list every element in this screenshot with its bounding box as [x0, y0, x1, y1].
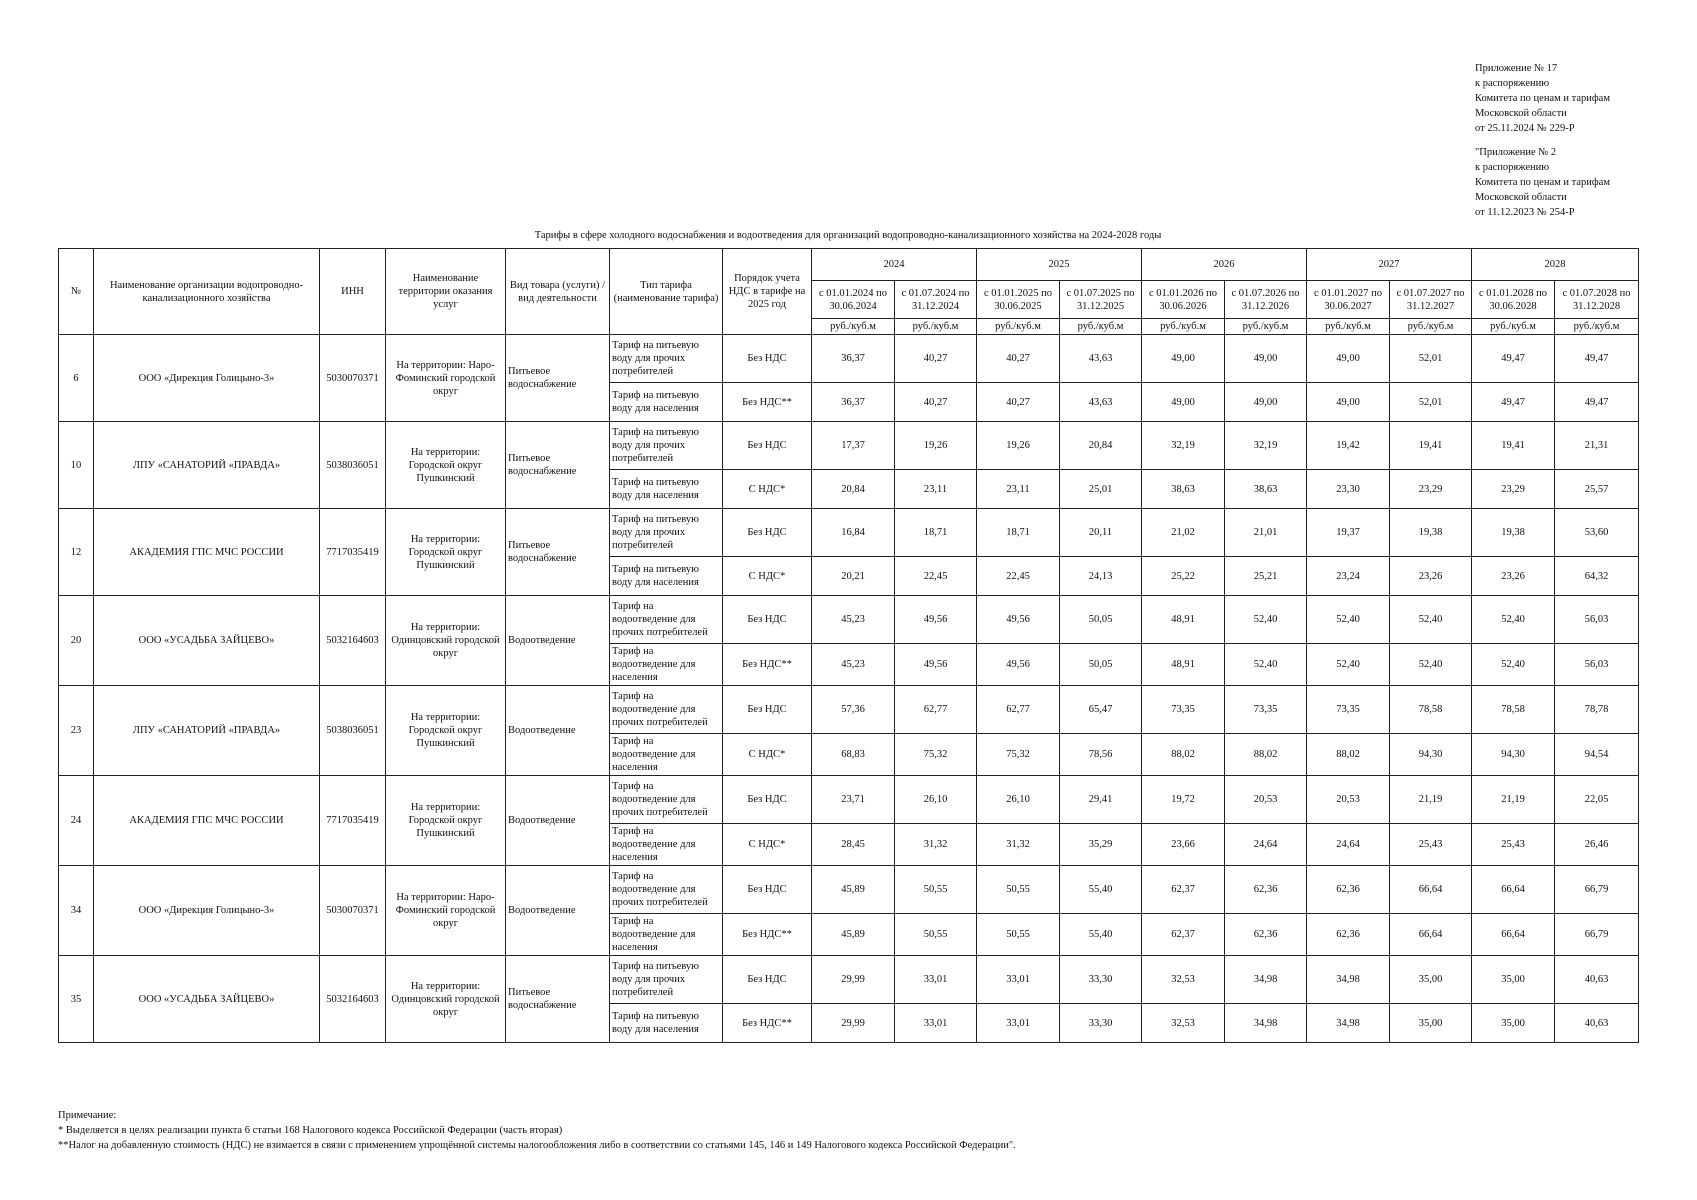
tariff-type: Тариф на питьевую воду для прочих потребителей: [610, 335, 723, 383]
inn: 5032164603: [320, 956, 386, 1043]
tariff-value: 88,02: [1307, 734, 1390, 776]
tariff-value: 25,43: [1390, 824, 1472, 866]
tariff-value: 56,03: [1555, 644, 1639, 686]
tariff-value: 62,37: [1142, 914, 1225, 956]
tariff-value: 49,00: [1225, 335, 1307, 383]
tariff-value: 20,84: [812, 470, 895, 509]
unit-header: руб./куб.м: [1472, 319, 1555, 335]
tariff-value: 78,58: [1390, 686, 1472, 734]
tariff-value: 23,29: [1472, 470, 1555, 509]
tariff-value: 20,84: [1060, 422, 1142, 470]
activity: Водоотведение: [506, 866, 610, 956]
period-header: с 01.01.2025 по 30.06.2025: [977, 281, 1060, 319]
period-header: с 01.07.2026 по 31.12.2026: [1225, 281, 1307, 319]
tariff-value: 88,02: [1142, 734, 1225, 776]
tariff-type: Тариф на водоотведение для населения: [610, 734, 723, 776]
tariff-value: 68,83: [812, 734, 895, 776]
territory: На территории: Одинцовский городской округ: [386, 956, 506, 1043]
tariff-value: 32,19: [1142, 422, 1225, 470]
tariff-value: 62,77: [977, 686, 1060, 734]
tariff-value: 49,47: [1555, 383, 1639, 422]
tariff-value: 78,58: [1472, 686, 1555, 734]
tariff-type: Тариф на питьевую воду для населения: [610, 1004, 723, 1043]
tariff-value: 23,11: [895, 470, 977, 509]
tariff-value: 19,37: [1307, 509, 1390, 557]
unit-header: руб./куб.м: [812, 319, 895, 335]
tariff-value: 19,26: [977, 422, 1060, 470]
tariff-value: 50,55: [895, 866, 977, 914]
appendix-line: к распоряжению: [1475, 78, 1550, 89]
tariff-value: 52,40: [1225, 644, 1307, 686]
table-row: [59, 596, 1639, 644]
year-header: 2026: [1142, 249, 1307, 281]
tariff-value: 29,99: [812, 956, 895, 1004]
footnote-label: Примечание:: [58, 1110, 117, 1121]
tariff-value: 65,47: [1060, 686, 1142, 734]
period-header: с 01.01.2027 по 30.06.2027: [1307, 281, 1390, 319]
col-header-org: Наименование организации водопроводно-канализационного хозяйства: [94, 249, 320, 335]
tariff-value: 75,32: [895, 734, 977, 776]
row-number: 23: [59, 686, 94, 776]
row-number: 20: [59, 596, 94, 686]
unit-header: руб./куб.м: [895, 319, 977, 335]
tariff-value: 50,05: [1060, 596, 1142, 644]
tariff-value: 66,64: [1390, 866, 1472, 914]
tariff-value: 45,23: [812, 596, 895, 644]
tariff-type: Тариф на водоотведение для прочих потребителей: [610, 866, 723, 914]
year-header: 2028: [1472, 249, 1639, 281]
tariff-value: 75,32: [977, 734, 1060, 776]
tariff-value: 33,01: [977, 956, 1060, 1004]
tariff-type: Тариф на водоотведение для населения: [610, 644, 723, 686]
inn: 5038036051: [320, 686, 386, 776]
tariff-value: 21,31: [1555, 422, 1639, 470]
tariff-value: 31,32: [977, 824, 1060, 866]
activity: Питьевое водоснабжение: [506, 422, 610, 509]
tariff-value: 25,01: [1060, 470, 1142, 509]
tariff-value: 23,30: [1307, 470, 1390, 509]
tariff-value: 35,00: [1390, 1004, 1472, 1043]
unit-header: руб./куб.м: [977, 319, 1060, 335]
org-name: АКАДЕМИЯ ГПС МЧС РОССИИ: [94, 509, 320, 596]
territory: На территории: Городской округ Пушкинский: [386, 776, 506, 866]
appendix-line: Комитета по ценам и тарифам: [1475, 177, 1610, 188]
tariff-value: 23,71: [812, 776, 895, 824]
tariff-value: 19,38: [1472, 509, 1555, 557]
org-name: ООО «УСАДЬБА ЗАЙЦЕВО»: [94, 596, 320, 686]
appendix-line: от 11.12.2023 № 254-Р: [1475, 207, 1575, 218]
tariff-value: 66,64: [1472, 914, 1555, 956]
territory: На территории: Наро-Фоминский городской округ: [386, 866, 506, 956]
col-header-vat: Порядок учета НДС в тарифе на 2025 год: [723, 249, 812, 335]
tariff-value: 25,43: [1472, 824, 1555, 866]
tariff-value: 34,98: [1307, 956, 1390, 1004]
period-header: с 01.01.2026 по 30.06.2026: [1142, 281, 1225, 319]
activity: Питьевое водоснабжение: [506, 335, 610, 422]
inn: 7717035419: [320, 776, 386, 866]
row-number: 24: [59, 776, 94, 866]
vat-mode: Без НДС: [723, 335, 812, 383]
territory: На территории: Городской округ Пушкинский: [386, 422, 506, 509]
tariff-value: 55,40: [1060, 866, 1142, 914]
tariff-value: 32,19: [1225, 422, 1307, 470]
appendix-line: Приложение № 17: [1475, 63, 1558, 74]
tariff-type: Тариф на питьевую воду для населения: [610, 383, 723, 422]
tariff-value: 29,41: [1060, 776, 1142, 824]
tariff-value: 62,37: [1142, 866, 1225, 914]
tariff-value: 49,56: [895, 644, 977, 686]
tariff-value: 48,91: [1142, 644, 1225, 686]
tariff-value: 29,99: [812, 1004, 895, 1043]
vat-mode: Без НДС: [723, 866, 812, 914]
tariff-value: 23,29: [1390, 470, 1472, 509]
tariff-value: 34,98: [1307, 1004, 1390, 1043]
table-row: [59, 776, 1639, 824]
tariff-value: 52,40: [1390, 596, 1472, 644]
footnote-2: **Налог на добавленную стоимость (НДС) не взимается в связи с применением упрощённой системы налогообложения либо в соответствии со статьями 145, 146 и 149 Налогового кодекса Российской Федерации".: [58, 1140, 1016, 1151]
tariff-value: 23,66: [1142, 824, 1225, 866]
table-row: [59, 335, 1639, 383]
tariff-value: 34,98: [1225, 1004, 1307, 1043]
unit-header: руб./куб.м: [1307, 319, 1390, 335]
unit-header: руб./куб.м: [1390, 319, 1472, 335]
tariff-type: Тариф на водоотведение для населения: [610, 914, 723, 956]
period-header: с 01.07.2027 по 31.12.2027: [1390, 281, 1472, 319]
tariff-value: 22,45: [977, 557, 1060, 596]
period-header: с 01.07.2028 по 31.12.2028: [1555, 281, 1639, 319]
table-body: [59, 335, 1639, 1043]
period-header: с 01.07.2024 по 31.12.2024: [895, 281, 977, 319]
tariff-value: 40,27: [977, 335, 1060, 383]
tariff-value: 20,21: [812, 557, 895, 596]
tariffs-table: [58, 248, 1639, 1043]
tariff-value: 21,01: [1225, 509, 1307, 557]
activity: Водоотведение: [506, 686, 610, 776]
col-header-activity: Вид товара (услуги) /вид деятельности: [506, 249, 610, 335]
tariff-value: 28,45: [812, 824, 895, 866]
org-name: ООО «Дирекция Голицыно-3»: [94, 866, 320, 956]
table-row: [59, 509, 1639, 557]
tariff-value: 48,91: [1142, 596, 1225, 644]
tariff-value: 20,53: [1225, 776, 1307, 824]
col-header-inn: ИНН: [320, 249, 386, 335]
unit-header: руб./куб.м: [1225, 319, 1307, 335]
tariff-type: Тариф на питьевую воду для прочих потребителей: [610, 422, 723, 470]
vat-mode: Без НДС: [723, 776, 812, 824]
inn: 5032164603: [320, 596, 386, 686]
org-name: ЛПУ «САНАТОРИЙ «ПРАВДА»: [94, 686, 320, 776]
period-header: с 01.01.2028 по 30.06.2028: [1472, 281, 1555, 319]
tariff-value: 52,01: [1390, 335, 1472, 383]
tariff-value: 34,98: [1225, 956, 1307, 1004]
unit-header: руб./куб.м: [1060, 319, 1142, 335]
row-number: 34: [59, 866, 94, 956]
tariff-value: 52,40: [1390, 644, 1472, 686]
tariff-value: 62,77: [895, 686, 977, 734]
tariff-value: 43,63: [1060, 335, 1142, 383]
tariff-value: 94,54: [1555, 734, 1639, 776]
appendix-block-2: [1475, 145, 1690, 220]
territory: На территории: Городской округ Пушкинский: [386, 509, 506, 596]
period-header: с 01.01.2024 по 30.06.2024: [812, 281, 895, 319]
tariff-value: 45,89: [812, 866, 895, 914]
year-header: 2024: [812, 249, 977, 281]
tariff-value: 94,30: [1390, 734, 1472, 776]
tariff-value: 38,63: [1142, 470, 1225, 509]
tariff-value: 23,11: [977, 470, 1060, 509]
org-name: ЛПУ «САНАТОРИЙ «ПРАВДА»: [94, 422, 320, 509]
col-header-territory: Наименование территории оказания услуг: [386, 249, 506, 335]
tariff-value: 24,64: [1307, 824, 1390, 866]
tariff-value: 40,27: [895, 383, 977, 422]
tariff-value: 32,53: [1142, 1004, 1225, 1043]
vat-mode: Без НДС: [723, 686, 812, 734]
tariff-value: 66,79: [1555, 914, 1639, 956]
tariff-value: 25,22: [1142, 557, 1225, 596]
tariff-value: 21,19: [1390, 776, 1472, 824]
tariff-value: 25,21: [1225, 557, 1307, 596]
vat-mode: С НДС*: [723, 557, 812, 596]
tariff-type: Тариф на водоотведение для прочих потребителей: [610, 596, 723, 644]
tariff-type: Тариф на водоотведение для прочих потребителей: [610, 686, 723, 734]
col-header-num: №: [59, 249, 94, 335]
tariff-value: 55,40: [1060, 914, 1142, 956]
activity: Водоотведение: [506, 596, 610, 686]
tariff-value: 94,30: [1472, 734, 1555, 776]
col-header-tariff-type: Тип тарифа (наименование тарифа): [610, 249, 723, 335]
tariff-value: 26,10: [977, 776, 1060, 824]
tariff-value: 45,23: [812, 644, 895, 686]
tariff-value: 17,37: [812, 422, 895, 470]
vat-mode: Без НДС**: [723, 1004, 812, 1043]
appendix-line: Комитета по ценам и тарифам: [1475, 93, 1610, 104]
inn: 7717035419: [320, 509, 386, 596]
tariff-type: Тариф на питьевую воду для населения: [610, 470, 723, 509]
tariff-value: 18,71: [895, 509, 977, 557]
tariff-value: 19,41: [1472, 422, 1555, 470]
vat-mode: Без НДС**: [723, 383, 812, 422]
tariff-value: 49,00: [1307, 335, 1390, 383]
tariff-value: 50,55: [895, 914, 977, 956]
tariff-type: Тариф на водоотведение для населения: [610, 824, 723, 866]
appendix-line: Московской области: [1475, 192, 1567, 203]
tariff-value: 49,00: [1142, 383, 1225, 422]
tariff-value: 19,41: [1390, 422, 1472, 470]
org-name: ООО «Дирекция Голицыно-3»: [94, 335, 320, 422]
vat-mode: С НДС*: [723, 470, 812, 509]
tariff-value: 62,36: [1307, 914, 1390, 956]
tariff-value: 24,64: [1225, 824, 1307, 866]
row-number: 10: [59, 422, 94, 509]
tariff-value: 35,00: [1472, 956, 1555, 1004]
tariff-value: 38,63: [1225, 470, 1307, 509]
tariff-value: 49,56: [895, 596, 977, 644]
tariff-value: 22,45: [895, 557, 977, 596]
document-title: Тарифы в сфере холодного водоснабжения и водоотведения для организаций водопроводно-канализационного хозяйства на 2024-2028 годы: [534, 230, 1162, 241]
tariff-value: 88,02: [1225, 734, 1307, 776]
tariff-value: 33,01: [895, 956, 977, 1004]
tariff-value: 31,32: [895, 824, 977, 866]
tariff-value: 52,40: [1225, 596, 1307, 644]
tariff-value: 22,05: [1555, 776, 1639, 824]
vat-mode: Без НДС: [723, 509, 812, 557]
tariff-value: 36,37: [812, 335, 895, 383]
tariff-value: 45,89: [812, 914, 895, 956]
tariff-value: 33,30: [1060, 1004, 1142, 1043]
activity: Водоотведение: [506, 776, 610, 866]
tariff-value: 52,40: [1307, 644, 1390, 686]
inn: 5030070371: [320, 335, 386, 422]
tariff-type: Тариф на питьевую воду для прочих потребителей: [610, 956, 723, 1004]
tariff-value: 33,30: [1060, 956, 1142, 1004]
table-row: [59, 686, 1639, 734]
tariff-value: 21,02: [1142, 509, 1225, 557]
tariff-value: 52,01: [1390, 383, 1472, 422]
tariff-value: 19,38: [1390, 509, 1472, 557]
row-number: 35: [59, 956, 94, 1043]
tariff-value: 49,47: [1472, 335, 1555, 383]
vat-mode: Без НДС: [723, 596, 812, 644]
territory: На территории: Городской округ Пушкинский: [386, 686, 506, 776]
vat-mode: Без НДС**: [723, 914, 812, 956]
tariff-value: 66,64: [1472, 866, 1555, 914]
footnotes: [58, 1108, 1016, 1153]
tariff-value: 19,26: [895, 422, 977, 470]
tariff-value: 49,00: [1225, 383, 1307, 422]
tariff-value: 19,72: [1142, 776, 1225, 824]
tariff-value: 40,63: [1555, 956, 1639, 1004]
appendix-line: к распоряжению: [1475, 162, 1550, 173]
tariff-value: 19,42: [1307, 422, 1390, 470]
tariff-value: 21,19: [1472, 776, 1555, 824]
appendix-block-1: [1475, 61, 1690, 136]
tariff-value: 49,56: [977, 596, 1060, 644]
tariff-value: 49,47: [1555, 335, 1639, 383]
org-name: АКАДЕМИЯ ГПС МЧС РОССИИ: [94, 776, 320, 866]
activity: Питьевое водоснабжение: [506, 956, 610, 1043]
table-row: [59, 956, 1639, 1004]
territory: На территории: Одинцовский городской округ: [386, 596, 506, 686]
tariff-value: 73,35: [1307, 686, 1390, 734]
tariff-value: 33,01: [895, 1004, 977, 1043]
tariff-value: 24,13: [1060, 557, 1142, 596]
appendix-line: "Приложение № 2: [1475, 147, 1557, 158]
year-header: 2027: [1307, 249, 1472, 281]
table-header: [59, 249, 1639, 335]
tariff-value: 40,27: [895, 335, 977, 383]
tariff-type: Тариф на питьевую воду для прочих потребителей: [610, 509, 723, 557]
tariff-value: 52,40: [1472, 596, 1555, 644]
tariff-value: 62,36: [1307, 866, 1390, 914]
vat-mode: Без НДС: [723, 956, 812, 1004]
footnote-1: * Выделяется в целях реализации пункта 6 статьи 168 Налогового кодекса Российской Федерации (часть вторая): [58, 1125, 563, 1136]
tariff-value: 66,79: [1555, 866, 1639, 914]
tariff-value: 78,78: [1555, 686, 1639, 734]
tariff-value: 66,64: [1390, 914, 1472, 956]
tariff-value: 23,26: [1390, 557, 1472, 596]
appendix-line: Московской области: [1475, 108, 1567, 119]
tariff-value: 18,71: [977, 509, 1060, 557]
tariff-value: 64,32: [1555, 557, 1639, 596]
vat-mode: С НДС*: [723, 824, 812, 866]
tariff-value: 57,36: [812, 686, 895, 734]
appendix-line: от 25.11.2024 № 229-Р: [1475, 123, 1575, 134]
tariff-value: 35,00: [1472, 1004, 1555, 1043]
tariff-value: 33,01: [977, 1004, 1060, 1043]
tariff-value: 23,26: [1472, 557, 1555, 596]
tariff-value: 49,00: [1307, 383, 1390, 422]
tariff-value: 23,24: [1307, 557, 1390, 596]
org-name: ООО «УСАДЬБА ЗАЙЦЕВО»: [94, 956, 320, 1043]
period-header: с 01.07.2025 по 31.12.2025: [1060, 281, 1142, 319]
tariff-value: 53,60: [1555, 509, 1639, 557]
tariff-value: 40,63: [1555, 1004, 1639, 1043]
tariff-value: 36,37: [812, 383, 895, 422]
tariff-value: 62,36: [1225, 866, 1307, 914]
year-header: 2025: [977, 249, 1142, 281]
unit-header: руб./куб.м: [1555, 319, 1639, 335]
tariff-value: 16,84: [812, 509, 895, 557]
tariff-value: 52,40: [1472, 644, 1555, 686]
inn: 5038036051: [320, 422, 386, 509]
vat-mode: С НДС*: [723, 734, 812, 776]
tariff-value: 20,53: [1307, 776, 1390, 824]
table-row: [59, 422, 1639, 470]
tariff-value: 73,35: [1225, 686, 1307, 734]
vat-mode: Без НДС: [723, 422, 812, 470]
tariff-value: 78,56: [1060, 734, 1142, 776]
territory: На территории: Наро-Фоминский городской округ: [386, 335, 506, 422]
vat-mode: Без НДС**: [723, 644, 812, 686]
appendix-header: [1475, 61, 1690, 220]
tariff-value: 49,56: [977, 644, 1060, 686]
row-number: 12: [59, 509, 94, 596]
tariff-value: 50,55: [977, 914, 1060, 956]
tariff-value: 52,40: [1307, 596, 1390, 644]
row-number: 6: [59, 335, 94, 422]
tariff-value: 49,47: [1472, 383, 1555, 422]
table-row: [59, 866, 1639, 914]
tariff-value: 26,46: [1555, 824, 1639, 866]
inn: 5030070371: [320, 866, 386, 956]
tariff-type: Тариф на питьевую воду для населения: [610, 557, 723, 596]
tariff-value: 62,36: [1225, 914, 1307, 956]
tariff-value: 32,53: [1142, 956, 1225, 1004]
tariff-value: 49,00: [1142, 335, 1225, 383]
tariff-value: 50,55: [977, 866, 1060, 914]
tariff-value: 26,10: [895, 776, 977, 824]
unit-header: руб./куб.м: [1142, 319, 1225, 335]
tariff-value: 20,11: [1060, 509, 1142, 557]
tariff-value: 73,35: [1142, 686, 1225, 734]
tariff-value: 25,57: [1555, 470, 1639, 509]
tariff-value: 50,05: [1060, 644, 1142, 686]
activity: Питьевое водоснабжение: [506, 509, 610, 596]
tariff-value: 56,03: [1555, 596, 1639, 644]
tariff-value: 43,63: [1060, 383, 1142, 422]
tariff-type: Тариф на водоотведение для прочих потребителей: [610, 776, 723, 824]
tariff-value: 40,27: [977, 383, 1060, 422]
tariff-value: 35,29: [1060, 824, 1142, 866]
tariff-value: 35,00: [1390, 956, 1472, 1004]
